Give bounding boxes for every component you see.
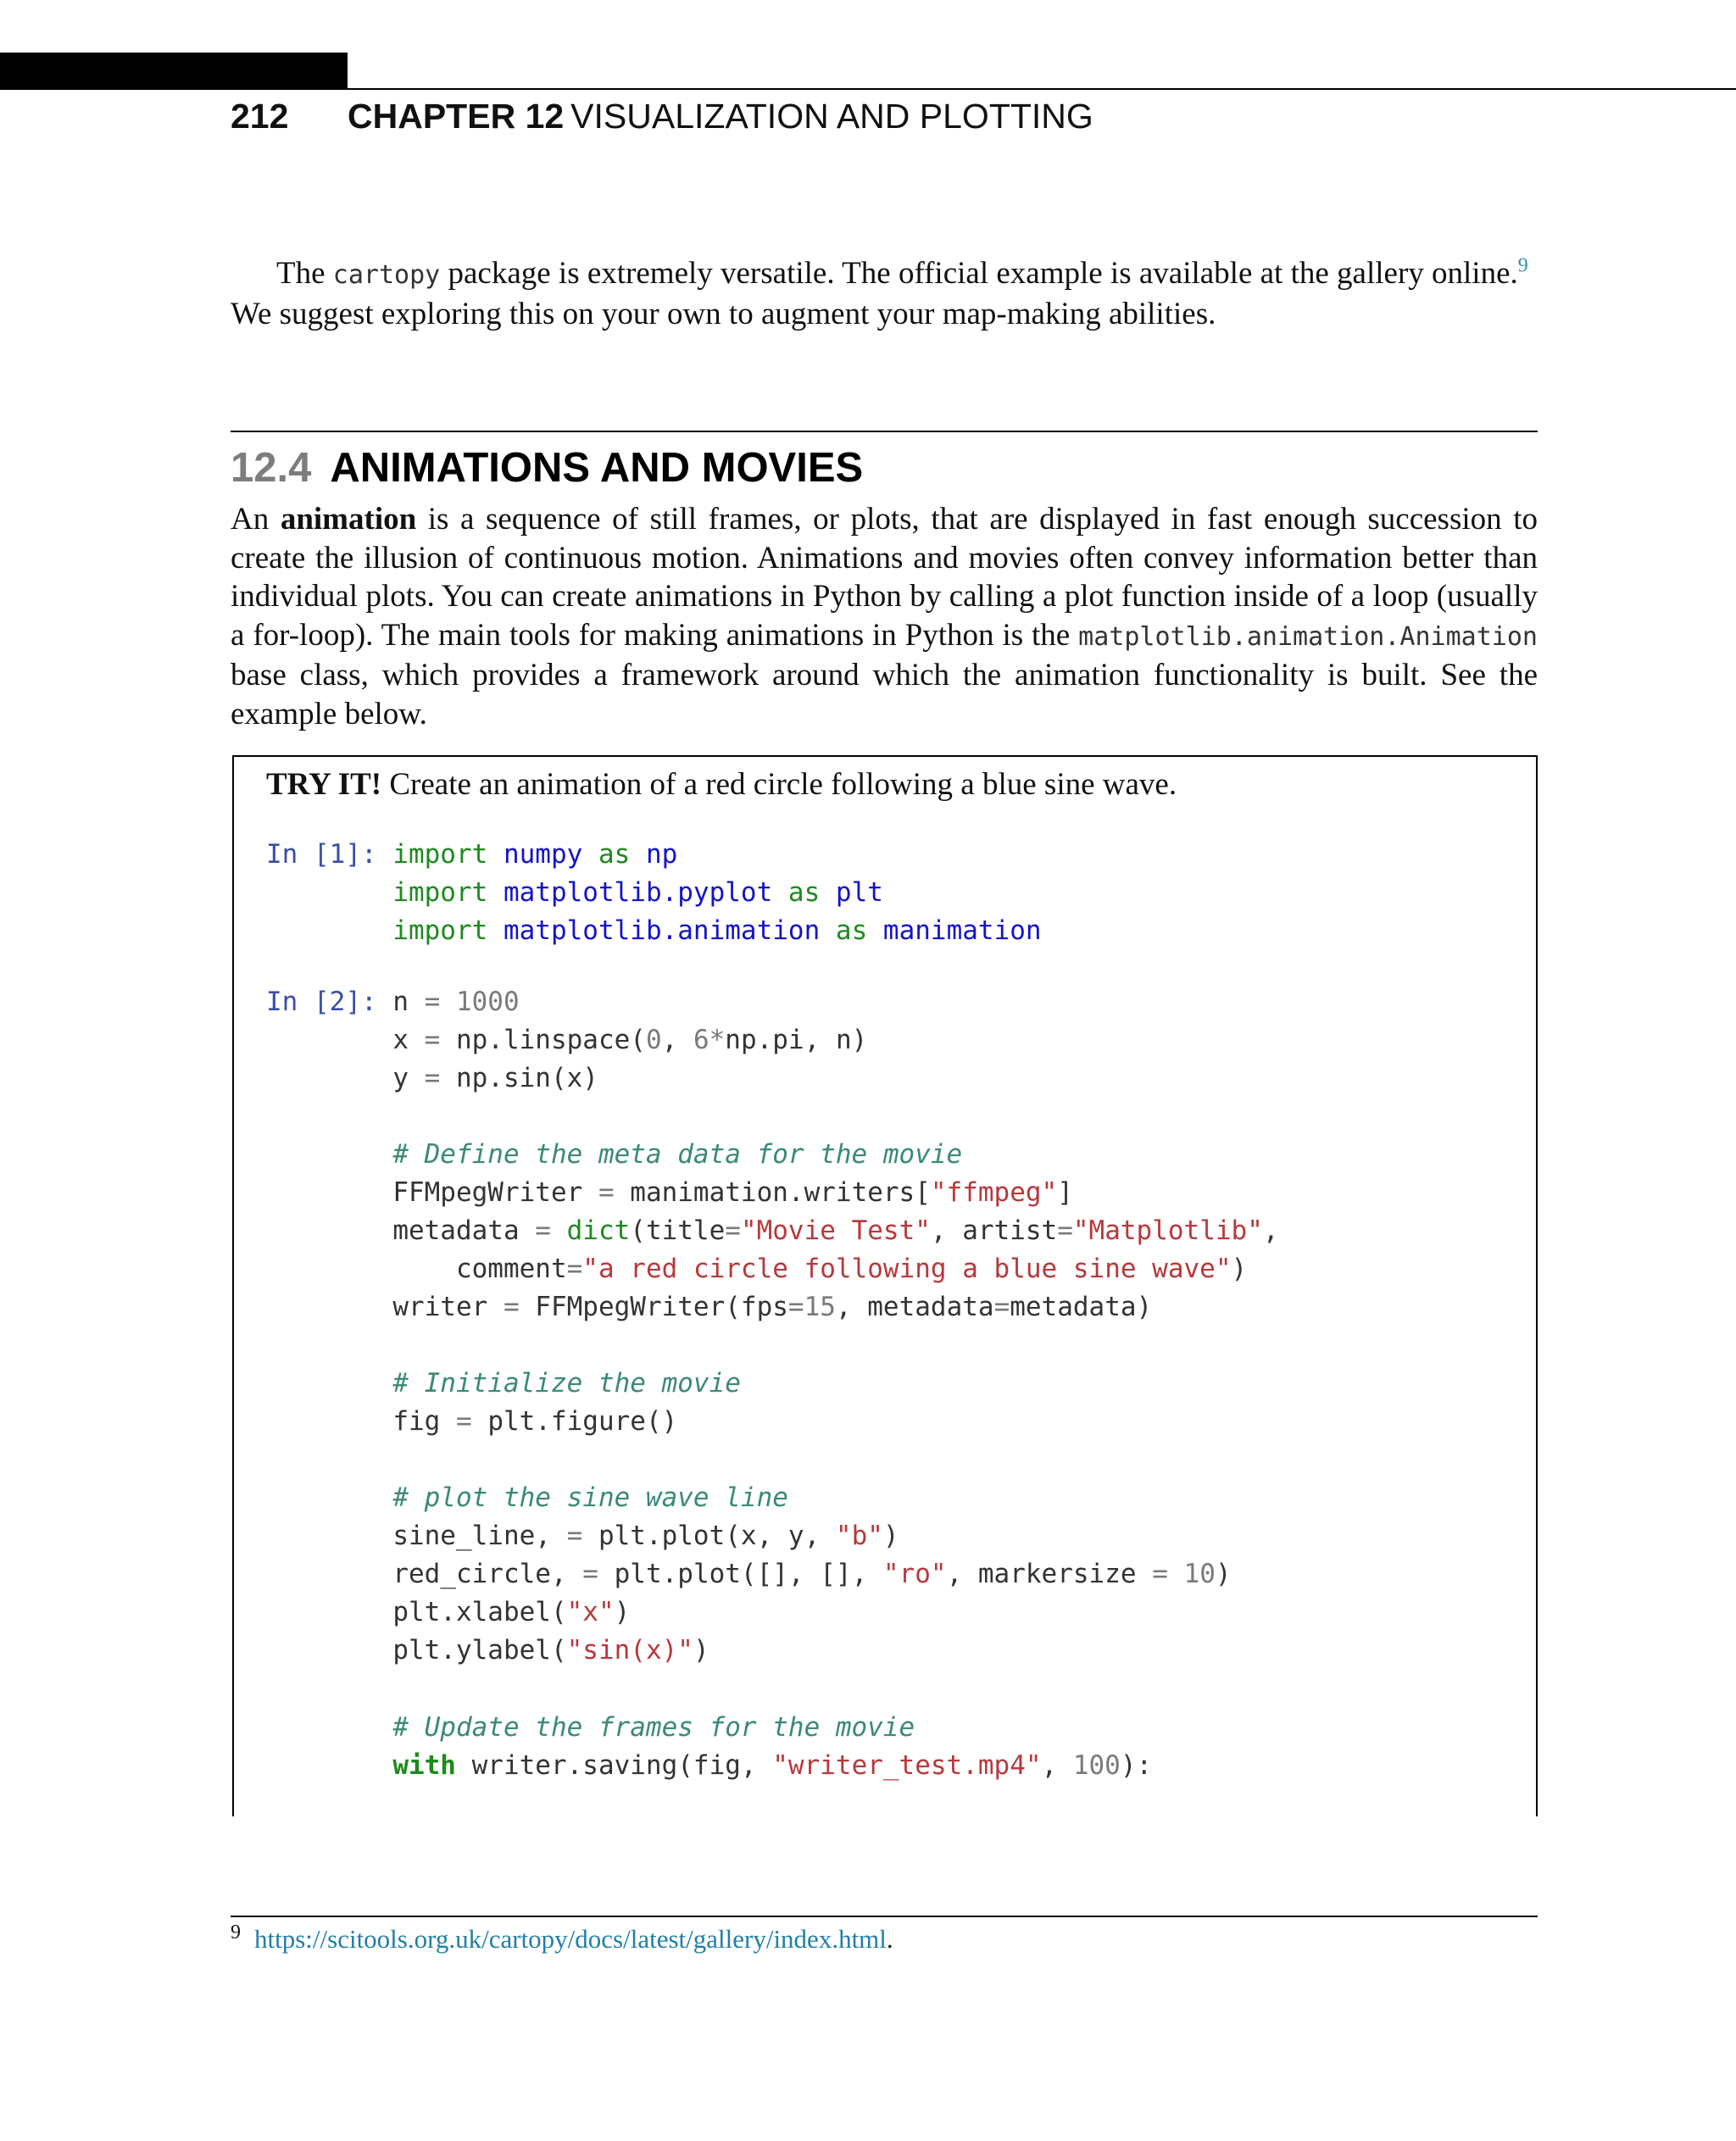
page-number: 212 — [231, 97, 289, 136]
section-number: 12.4 — [231, 445, 312, 491]
footnote-number: 9 — [231, 1921, 241, 1944]
code-line: metadata = dict(title="Movie Test", artist="Matplotlib", — [392, 1215, 1279, 1246]
running-head — [231, 93, 1093, 139]
try-it-label: TRY IT! — [266, 767, 382, 802]
footnote-rule — [231, 1916, 1538, 1917]
chapter-label: CHAPTER 12 — [348, 97, 565, 136]
code-comment: # Update the frames for the movie — [392, 1712, 915, 1743]
try-it-heading: TRY IT! Create an animation of a red circle following a blue sine wave. — [266, 767, 1177, 802]
code-line: plt.xlabel("x") — [392, 1597, 631, 1627]
code-line: In [1]: import numpy as np — [266, 839, 678, 870]
intro-paragraph: The cartopy package is extremely versatile. The official example is available at the gallery online.$^9$ We suggest exploring this on your own to augment your map-making abilities. — [231, 254, 1528, 331]
code-line: FFMpegWriter = manimation.writers["ffmpeg"] — [392, 1177, 1073, 1208]
code-line: import matplotlib.animation as manimation — [392, 915, 1042, 946]
code-line: with writer.saving(fig, "writer_test.mp4", 100): — [392, 1750, 1153, 1781]
cell-prompt: In [1]: — [266, 839, 393, 870]
code-line: fig = plt.figure() — [392, 1406, 678, 1437]
code-line: comment="a red circle following a blue sine wave") — [455, 1254, 1248, 1284]
code-comment: # Define the meta data for the movie — [392, 1139, 963, 1170]
code-line: x = np.linspace(0, 6*np.pi, n) — [392, 1025, 868, 1055]
body-paragraph: An animation is a sequence of still frames, or plots, that are displayed in fast enough succession to create the illusion of continuous motion. Animations and movies often convey information better than individual plots. You can create animations in Python by calling a plot function inside of a loop (usually a for-loop). The main tools for making animations in Python is the matplotlib.animation.Animation base class, which provides a framework around which the animation functionality is built. See the example below. — [231, 502, 1538, 731]
header-rule — [348, 88, 1736, 90]
header-black-bar — [0, 53, 348, 90]
inline-code-cartopy: cartopy — [332, 260, 441, 290]
code-line: writer = FFMpegWriter(fps=15, metadata=metadata) — [392, 1292, 1153, 1322]
cell-prompt: In [2]: — [266, 987, 393, 1017]
term-animation: animation — [280, 502, 417, 537]
footnote-link[interactable]: https://scitools.org.uk/cartopy/docs/latest/gallery/index.html — [254, 1924, 887, 1954]
code-line: y = np.sin(x) — [392, 1063, 598, 1093]
footnote: $^9$ https://scitools.org.uk/cartopy/docs/latest/gallery/index.html. — [231, 1921, 893, 1954]
footnote-marker[interactable]: 9 — [1517, 254, 1528, 277]
code-line: plt.ylabel("sin(x)") — [392, 1635, 709, 1666]
section-rule — [231, 431, 1538, 432]
code-comment: # Initialize the movie — [392, 1368, 741, 1399]
section-heading — [231, 441, 863, 495]
code-line: red_circle, = plt.plot([], [], "ro", markersize = 10) — [392, 1559, 1232, 1589]
code-line: In [2]: n = 1000 — [266, 987, 520, 1017]
code-line: import matplotlib.pyplot as plt — [392, 877, 883, 908]
section-title: ANIMATIONS AND MOVIES — [330, 445, 864, 491]
inline-code-animation-class: matplotlib.animation.Animation — [1078, 621, 1538, 652]
code-line: sine_line, = plt.plot(x, y, "b") — [392, 1521, 899, 1551]
code-comment: # plot the sine wave line — [392, 1482, 788, 1513]
chapter-title: VISUALIZATION AND PLOTTING — [570, 97, 1093, 136]
